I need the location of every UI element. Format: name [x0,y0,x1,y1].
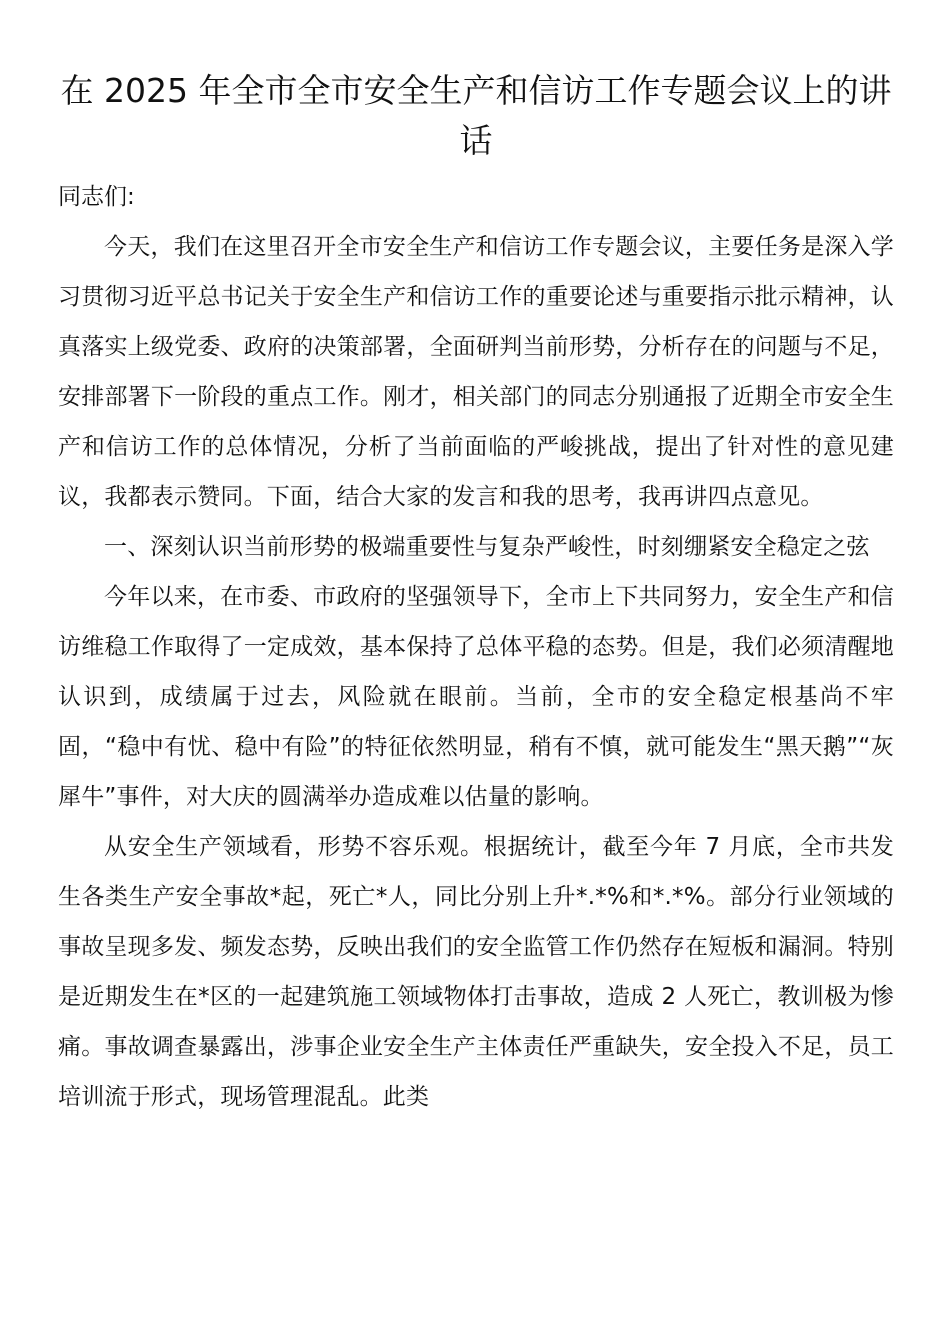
paragraph-safety-production: 从安全生产领域看，形势不容乐观。根据统计，截至今年 7 月底，全市共发生各类生产安全事故*起，死亡*人，同比分别上升*.*%和*.*%。部分行业领域的事故呈现多发、频发态势，反映出我们的安全监管工作仍然存在短板和漏洞。特别是近期发生在*区的一起建筑施工领域物体打击事故，造成 2 人死亡，教训极为惨痛。事故调查暴露出，涉事企业安全生产主体责任严重缺失，安全投入不足，员工培训流于形式，现场管理混乱。此类 [58,834,894,1110]
paragraph-intro: 今天，我们在这里召开全市安全生产和信访工作专题会议，主要任务是深入学习贯彻习近平总书记关于安全生产和信访工作的重要论述与重要指示批示精神，认真落实上级党委、政府的决策部署，全面研判当前形势，分析存在的问题与不足，安排部署下一阶段的重点工作。刚才，相关部门的同志分别通报了近期全市安全生产和信访工作的总体情况，分析了当前面临的严峻挑战，提出了针对性的意见建议，我都表示赞同。下面，结合大家的发言和我的思考，我再讲四点意见。 [58,234,894,510]
section-heading-1: 一、深刻认识当前形势的极端重要性与复杂严峻性，时刻绷紧安全稳定之弦 [104,534,870,560]
paragraph-situation: 今年以来，在市委、市政府的坚强领导下，全市上下共同努力，安全生产和信访维稳工作取得了一定成效，基本保持了总体平稳的态势。但是，我们必须清醒地认识到，成绩属于过去，风险就在眼前。当前，全市的安全稳定根基尚不牢固，“稳中有忧、稳中有险”的特征依然明显，稍有不慎，就可能发生“黑天鹅”“灰犀牛”事件，对大庆的圆满举办造成难以估量的影响。 [58,584,894,810]
salutation: 同志们: [58,184,135,210]
document-page [58,66,894,1122]
document-title: 在 2025 年全市全市安全生产和信访工作专题会议上的讲话 [60,71,892,160]
